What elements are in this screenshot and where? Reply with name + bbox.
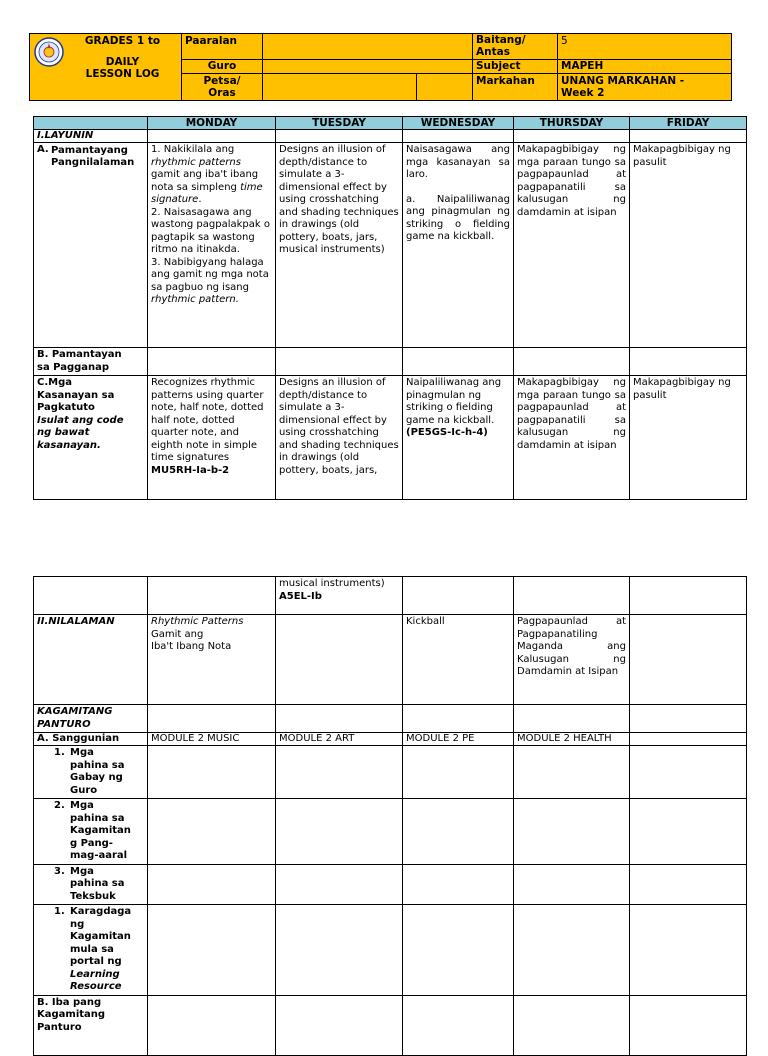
tuesday-competency: Designs an illusion of depth/distance to simulate a 3-dimensional effect by using crosshatching and shading techniques in drawings (old pottery, boats, jars, xyxy=(276,376,403,500)
empty-cell xyxy=(148,705,276,733)
tue-competency-cont: musical instruments) xyxy=(279,578,385,589)
deped-seal-icon xyxy=(34,37,64,67)
empty-cell xyxy=(630,864,747,905)
monday-content xyxy=(148,615,276,705)
markahan-value: UNANG MARKAHAN - Week 2 xyxy=(558,74,732,101)
empty-cell xyxy=(630,130,747,143)
empty-cell xyxy=(148,130,276,143)
subject-label: Subject xyxy=(473,60,558,74)
day-header-wednesday: WEDNESDAY xyxy=(403,117,514,130)
row-a-label xyxy=(34,143,148,348)
sanggunian-row xyxy=(34,733,747,746)
paaralan-value xyxy=(263,34,473,60)
empty-cell xyxy=(403,746,514,799)
day-header-tuesday: TUESDAY xyxy=(276,117,403,130)
nilalaman-label: II.NILALAMAN xyxy=(34,615,148,705)
empty-cell xyxy=(276,905,403,996)
mon-obj-1e: . xyxy=(198,194,202,205)
kagamitan-label: KAGAMITANG PANTURO xyxy=(34,705,148,733)
grades-cell xyxy=(30,34,182,101)
empty-cell xyxy=(148,995,276,1055)
empty-cell xyxy=(514,799,630,865)
empty-cell xyxy=(276,348,403,376)
wed-obj-1: Naisasagawa ang mga kasanayan sa laro. xyxy=(406,144,510,180)
empty-cell xyxy=(403,130,514,143)
empty-cell xyxy=(630,905,747,996)
empty-cell xyxy=(514,577,630,615)
empty-cell xyxy=(403,348,514,376)
module-music: MODULE 2 MUSIC xyxy=(148,733,276,746)
baitang-label: Baitang/ Antas xyxy=(473,34,558,60)
gabay-number: 1. xyxy=(54,747,65,758)
empty-cell xyxy=(148,864,276,905)
empty-cell xyxy=(514,864,630,905)
empty-cell xyxy=(403,864,514,905)
empty-cell xyxy=(148,905,276,996)
empty-cell xyxy=(148,799,276,865)
corner-header xyxy=(34,117,148,130)
wednesday-objectives xyxy=(403,143,514,348)
karagdagang-text: Karagdaga ng Kagamitan mula sa portal ng xyxy=(70,906,132,967)
tue-competency-code: A5EL-Ib xyxy=(279,590,322,602)
iba-pang-kagamitan-row xyxy=(34,995,747,1055)
thursday-content: Pagpapaunlad at Pagpapanatiling Maganda ang Kalusugan ng Damdamin at Isipan xyxy=(514,615,630,705)
mon-competency-text: Recognizes rhythmic patterns using quarter note, half note, dotted half note, dotted quarter note, and eighth note in simple time signatures xyxy=(151,377,264,463)
mon-obj-1a: 1. Nakikilala ang xyxy=(151,144,235,155)
lesson-table-part2 xyxy=(33,576,747,1056)
friday-competency: Makapagbibigay ng pasulit xyxy=(630,376,747,500)
mon-obj-3a: 3. Nabibigyang halaga ang gamit ng mga nota sa pagbuo ng isang xyxy=(151,256,269,293)
mon-content-sub: Gamit ang Iba't Ibang Nota xyxy=(151,628,232,652)
mon-obj-1d: time signature xyxy=(151,181,263,205)
empty-cell xyxy=(276,799,403,865)
module-art: MODULE 2 ART xyxy=(276,733,403,746)
karagdagang-kagamitan-row xyxy=(34,905,747,996)
layunin-label: I.LAYUNIN xyxy=(34,130,148,143)
empty-cell xyxy=(630,746,747,799)
empty-cell xyxy=(514,348,630,376)
mon-obj-3b: rhythmic pattern. xyxy=(151,294,239,305)
learning-resource-text: Learning Resource xyxy=(70,968,122,992)
continuation-row xyxy=(34,577,747,615)
teksbuk-number: 3. xyxy=(54,865,65,877)
petsa-value-2 xyxy=(417,74,473,101)
teksbuk-text: Mga pahina sa Teksbuk xyxy=(70,865,125,902)
row-c-title: C.Mga Kasanayan sa Pagkatuto xyxy=(37,377,115,413)
petsa-label: Petsa/ Oras xyxy=(182,74,263,101)
karagdagang-number: 1. xyxy=(54,906,65,917)
empty-cell xyxy=(34,577,148,615)
empty-cell xyxy=(148,577,276,615)
empty-cell xyxy=(630,995,747,1055)
empty-cell xyxy=(630,615,747,705)
empty-cell xyxy=(403,799,514,865)
lesson-table-part1 xyxy=(33,116,747,500)
mga-kasanayan-row xyxy=(34,376,747,500)
empty-cell xyxy=(403,705,514,733)
mon-obj-1c: gamit ang iba't ibang nota sa simpleng xyxy=(151,169,259,193)
gabay-label xyxy=(34,746,148,799)
empty-cell xyxy=(630,348,747,376)
iba-pang-label: B. Iba pang Kagamitang Panturo xyxy=(34,995,148,1055)
empty-cell xyxy=(514,746,630,799)
teksbuk-row xyxy=(34,864,747,905)
empty-cell xyxy=(630,733,747,746)
karagdagang-label xyxy=(34,905,148,996)
tuesday-competency-cont xyxy=(276,577,403,615)
empty-cell xyxy=(148,746,276,799)
guro-label: Guro xyxy=(182,60,263,74)
teksbuk-label xyxy=(34,864,148,905)
empty-cell xyxy=(403,905,514,996)
wednesday-competency xyxy=(403,376,514,500)
tuesday-objectives: Designs an illusion of depth/distance to simulate a 3-dimensional effect by using crosshatching and shading techniques in drawings (old pottery, boats, jars, musical instruments) xyxy=(276,143,403,348)
mon-obj-1b: rhythmic patterns xyxy=(151,156,241,168)
nilalaman-row xyxy=(34,615,747,705)
kagamitan-row xyxy=(34,705,747,733)
empty-cell xyxy=(148,348,276,376)
empty-cell xyxy=(276,615,403,705)
wed-competency-code: (PE5GS-Ic-h-4) xyxy=(406,427,488,438)
empty-cell xyxy=(276,746,403,799)
day-header-friday: FRIDAY xyxy=(630,117,747,130)
wed-obj-2: a. Naipaliliwanag ang pinagmulan ng striking o fielding game na kickball. xyxy=(406,193,510,242)
empty-cell xyxy=(403,577,514,615)
day-header-row xyxy=(34,117,747,130)
kagamitan-number: 2. xyxy=(54,800,65,811)
daily-lesson-log-title: DAILY LESSON LOG xyxy=(85,55,160,80)
empty-cell xyxy=(276,130,403,143)
row-c-note: Isulat ang code ng bawat kasanayan. xyxy=(37,414,124,451)
monday-objectives xyxy=(148,143,276,348)
paaralan-label: Paaralan xyxy=(182,34,263,60)
row-c-label xyxy=(34,376,148,500)
empty-cell xyxy=(630,705,747,733)
thursday-objectives: Makapagbibigay ng mga paraan tungo sa pagpapaunlad at pagpapanatili sa kalusugan ng damdamin at isipan xyxy=(514,143,630,348)
kagamitan-text: Mga pahina sa Kagamitan g Pang- mag-aaral xyxy=(70,800,131,861)
row-a-letter: A. xyxy=(37,144,49,155)
gabay-text: Mga pahina sa Gabay ng Guro xyxy=(70,747,125,796)
markahan-label: Markahan xyxy=(473,74,558,101)
empty-cell xyxy=(514,130,630,143)
grades-title: GRADES 1 to xyxy=(84,35,161,47)
wed-competency-text: Naipaliliwanag ang pinagmulan ng striking o fielding game na kickball. xyxy=(406,377,502,426)
guro-value xyxy=(263,60,473,74)
empty-cell xyxy=(403,995,514,1055)
kagamitan-mag-aaral-row xyxy=(34,799,747,865)
day-header-monday: MONDAY xyxy=(148,117,276,130)
mon-competency-code: MU5RH-Ia-b-2 xyxy=(151,464,230,476)
row-a-title: Pamantayang Pangnilalaman xyxy=(51,144,135,168)
subject-value: MAPEH xyxy=(558,60,732,74)
empty-cell xyxy=(514,905,630,996)
friday-objectives: Makapagbibigay ng pasulit xyxy=(630,143,747,348)
header-table xyxy=(29,33,732,101)
row-b-label: B. Pamantayan sa Pagganap xyxy=(34,348,148,376)
thursday-competency: Makapagbibigay ng mga paraan tungo sa pagpapaunlad at pagpapanatili sa kalusugan ng damdamin at isipan xyxy=(514,376,630,500)
empty-cell xyxy=(276,995,403,1055)
petsa-value-1 xyxy=(263,74,417,101)
empty-cell xyxy=(514,995,630,1055)
pamantayan-sa-pagganap-row xyxy=(34,348,747,376)
wednesday-content: Kickball xyxy=(403,615,514,705)
empty-cell xyxy=(276,864,403,905)
baitang-value: 5 xyxy=(558,34,732,60)
empty-cell xyxy=(276,705,403,733)
day-header-thursday: THURSDAY xyxy=(514,117,630,130)
empty-cell xyxy=(514,705,630,733)
module-health: MODULE 2 HEALTH xyxy=(514,733,630,746)
empty-cell xyxy=(630,577,747,615)
kagamitan-mag-aaral-label xyxy=(34,799,148,865)
gabay-ng-guro-row xyxy=(34,746,747,799)
mon-obj-2: 2. Naisasagawa ang wastong pagpalakpak o pagtapik sa wastong ritmo na itinakda. xyxy=(151,206,270,255)
sanggunian-label: A. Sanggunian xyxy=(34,733,148,746)
mon-content-title: Rhythmic Patterns xyxy=(151,616,244,627)
empty-cell xyxy=(630,799,747,865)
pamantayang-pangnilalaman-row xyxy=(34,143,747,348)
module-pe: MODULE 2 PE xyxy=(403,733,514,746)
monday-competency xyxy=(148,376,276,500)
